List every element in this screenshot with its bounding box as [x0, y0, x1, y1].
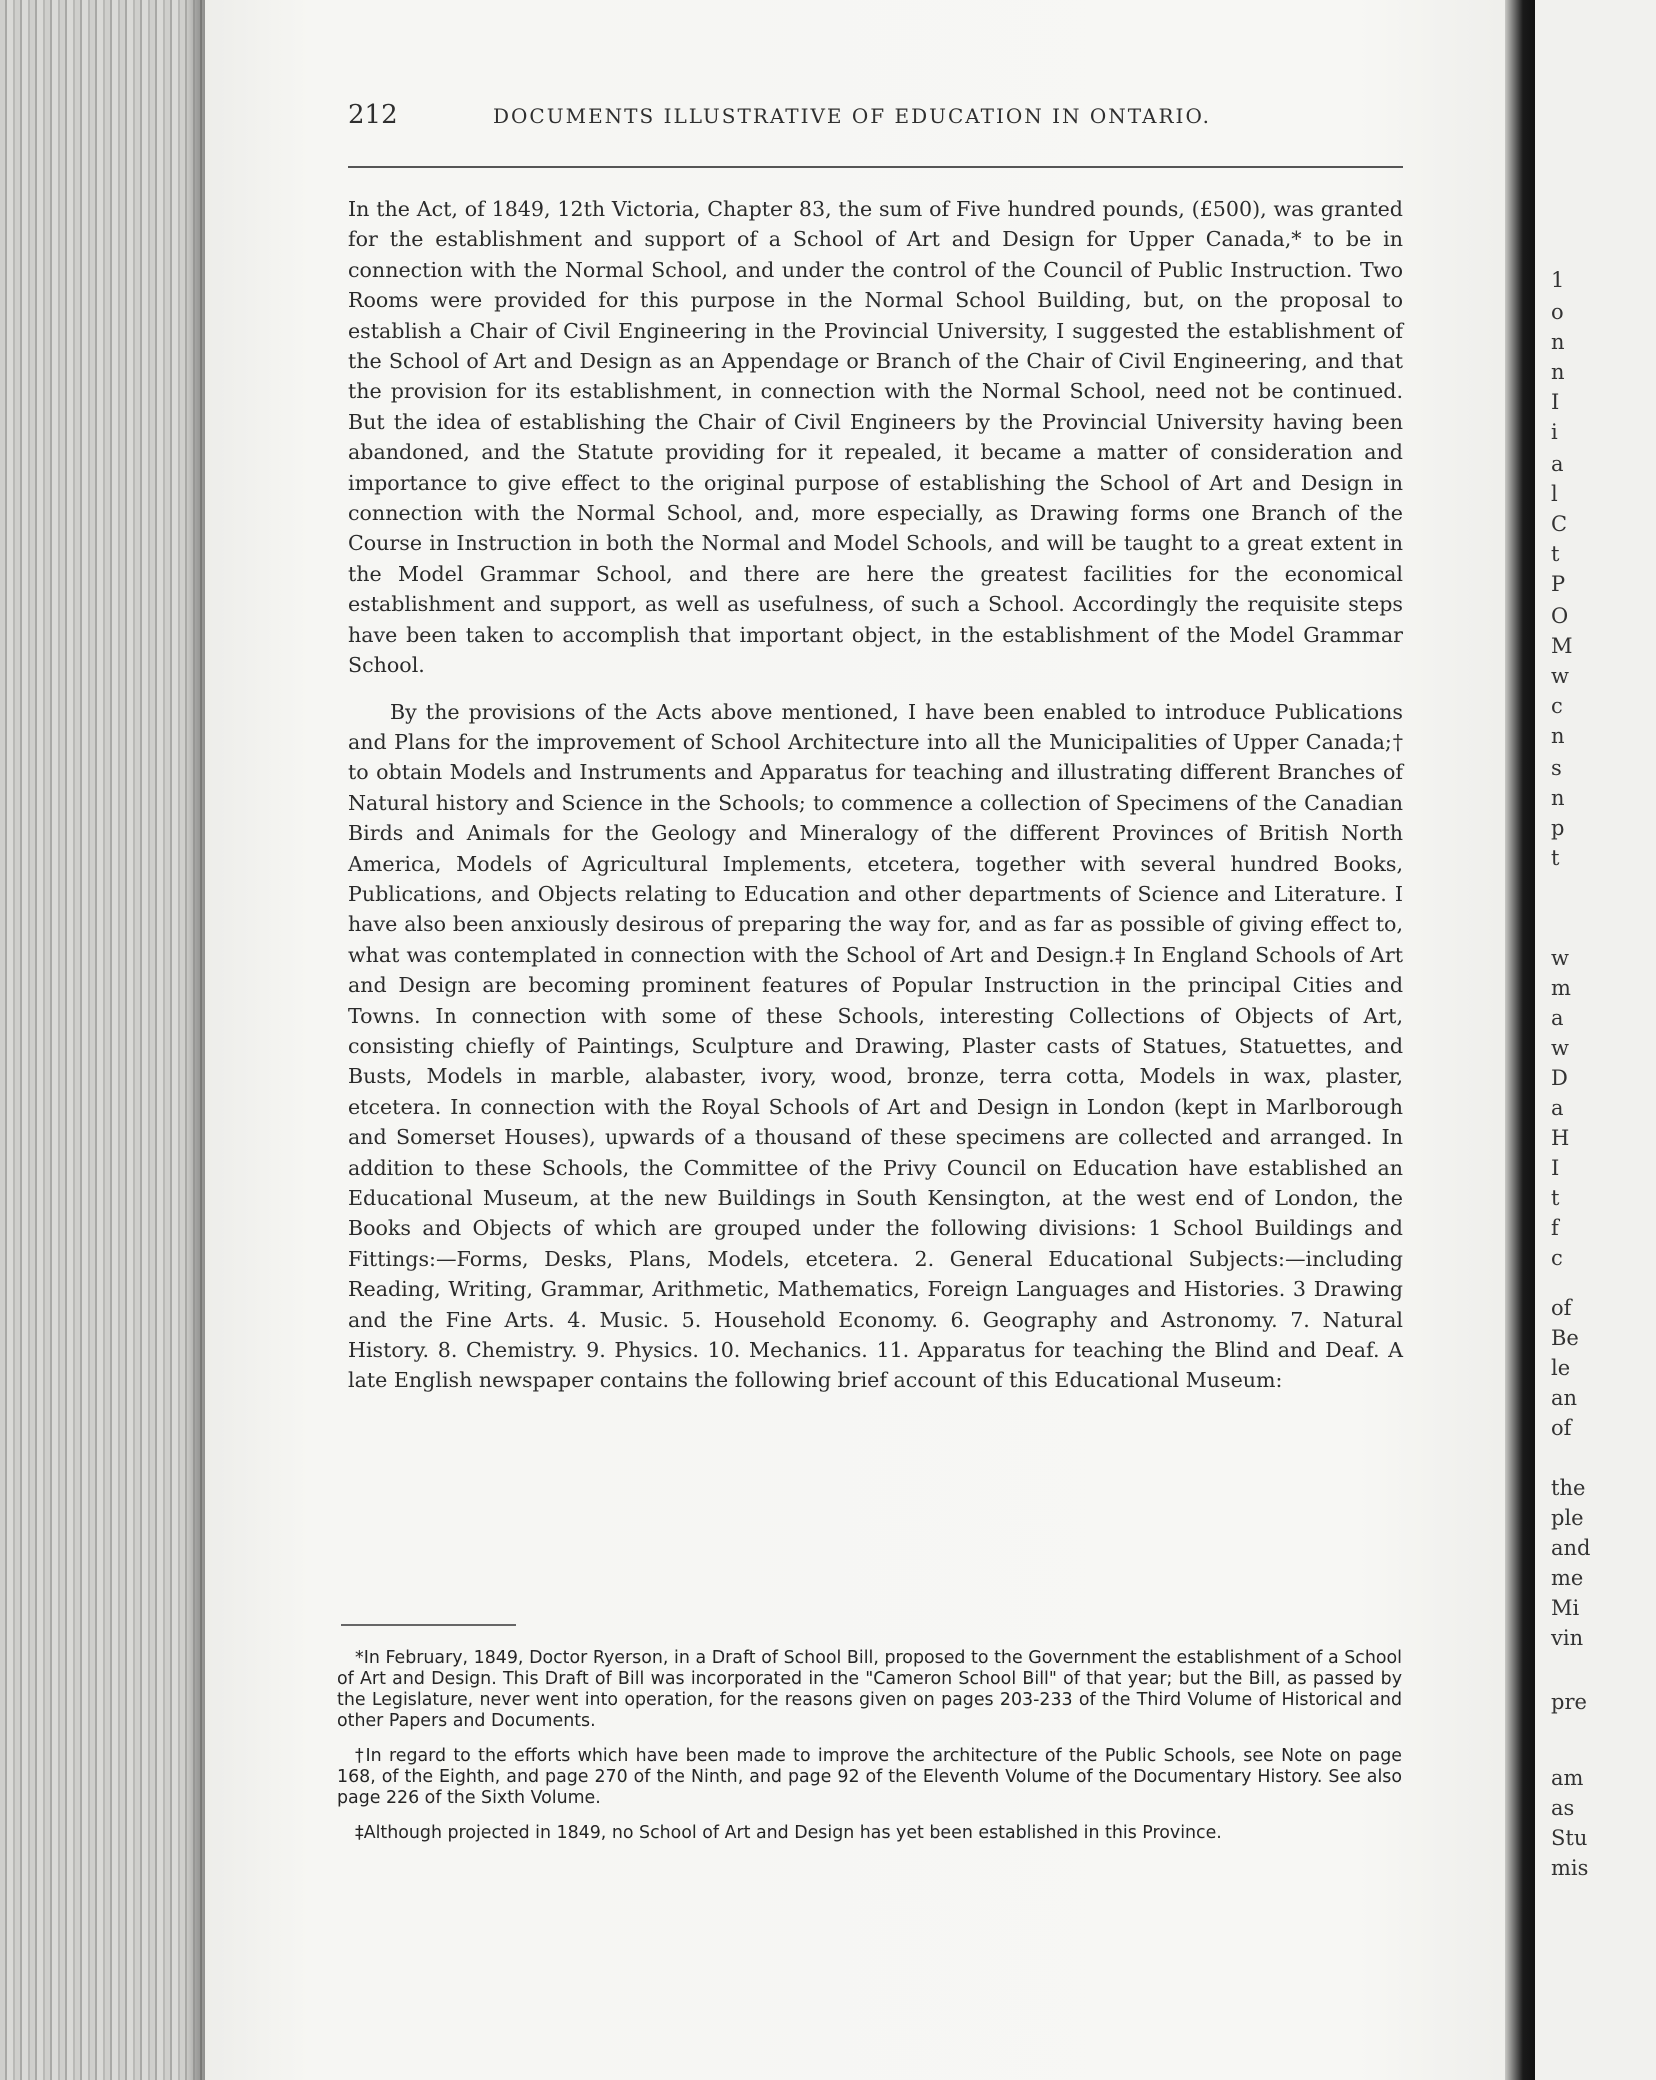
facing-page-fragment: t [1551, 542, 1560, 566]
facing-page-fragment: n [1551, 360, 1565, 384]
header-rule [348, 166, 1403, 168]
paragraph: In the Act, of 1849, 12th Victoria, Chapter 83, the sum of Five hundred pounds, (£500), was granted for the establishment and support of a School of Art and Design for Upper Canada,* to be in connection with the Normal School, and under the control of the Council of Public Instruction. Two Rooms were provided for this purpose in the Normal School Building, but, on the proposal to establish a Chair of Civil Engineering in the Provincial University, I suggested the establishment of the School of Art and Design as an Appendage or Branch of the Chair of Civil Engineering, and that the provision for its establishment, in connection with the Normal School, need not be continued. But the idea of establishing the Chair of Civil Engineers by the Provincial University having been abandoned, and the Statute providing for it repealed, it became a matter of consideration and importance to give effect to the original purpose of establishing the School of Art and Design in connection with the Normal School, and, more especially, as Drawing forms one Branch of the Course in Instruction in both the Normal and Model Schools, and will be taught to a great extent in the Model Grammar School, and there are here the greatest facilities for the economical establishment and support, as well as usefulness, of such a School. Accordingly the requisite steps have been taken to accomplish that important object, in the establishment of the Model Grammar School. [348, 197, 1403, 678]
facing-page-fragment: s [1551, 756, 1562, 780]
facing-page-fragment: as [1551, 1796, 1575, 1820]
facing-page-fragment: t [1551, 846, 1560, 870]
page-edges [0, 0, 205, 2080]
facing-page-fragment: le [1551, 1356, 1571, 1380]
facing-page-fragment: a [1551, 1096, 1564, 1120]
facing-page-fragment: an [1551, 1386, 1578, 1410]
footnote: †In regard to the efforts which have been made to improve the architecture of the Public Schools, see Note on page 168, of the Eighth, and page 270 of the Ninth, and page 92 of the Eleventh Volume of the Documentary History. See also page 226 of the Sixth Volume. [337, 1746, 1402, 1808]
facing-page-fragment: am [1551, 1766, 1584, 1790]
paragraph: By the provisions of the Acts above mentioned, I have been enabled to introduce Publications and Plans for the improvement of School Architecture into all the Municipalities of Upper Canada;† to obtain Models and Instruments and Apparatus for teaching and illustrating different Branches of Natural history and Science in the Schools; to commence a collection of Specimens of the Canadian Birds and Animals for the Geology and Mineralogy of the different Provinces of British North America, Models of Agricultural Implements, etcetera, together with several hundred Books, Publications, and Objects relating to Education and other departments of Science and Literature. I have also been anxiously desirous of preparing the way for, and as far as possible of giving effect to, what was contemplated in connection with the School of Art and Design.‡ In England Schools of Art and Design are becoming prominent features of Popular Instruction in the principal Cities and Towns. In connection with some of these Schools, interesting Collections of Objects of Art, consisting chiefly of Paintings, Sculpture and Drawing, Plaster casts of Statues, Statuettes, and Busts, Models in marble, alabaster, ivory, wood, bronze, terra cotta, Models in wax, plaster, etcetera. In connection with the Royal Schools of Art and Design in London (kept in Marlborough and Somerset Houses), upwards of a thousand of these specimens are collected and arranged. In addition to these Schools, the Committee of the Privy Council on Education have established an Educational Museum, at the new Buildings in South Kensington, at the west end of London, the Books and Objects of which are grouped under the following divisions: 1 School Buildings and Fittings:—Forms, Desks, Plans, Models, etcetera. 2. General Educational Subjects:—including Reading, Writing, Grammar, Arithmetic, Mathematics, Foreign Languages and Histories. 3 Drawing and the Fine Arts. 4. Music. 5. Household Economy. 6. Geography and Astronomy. 7. Natural History. 8. Chemistry. 9. Physics. 10. Mechanics. 11. Apparatus for teaching the Blind and Deaf. A late English newspaper contains the following brief account of this Educational Museum: [348, 699, 1403, 1393]
body-text [348, 194, 1403, 1412]
facing-page-fragment: M [1551, 634, 1573, 658]
facing-page-fragment: of [1551, 1416, 1572, 1440]
facing-page-fragment: mis [1551, 1856, 1589, 1880]
facing-page-fragment: m [1551, 976, 1571, 1000]
facing-page-fragment: i [1551, 420, 1558, 444]
running-title: DOCUMENTS ILLUSTRATIVE OF EDUCATION IN ONTARIO. [493, 104, 1212, 128]
facing-page-fragment: t [1551, 1186, 1560, 1210]
facing-page-fragment: w [1551, 1036, 1569, 1060]
footnote: ‡Although projected in 1849, no School of Art and Design has yet been established in this Province. [355, 1823, 1222, 1843]
facing-page-fragment: w [1551, 664, 1569, 688]
facing-page-fragment: p [1551, 816, 1565, 840]
facing-page-fragment: ple [1551, 1506, 1584, 1530]
footnote: *In February, 1849, Doctor Ryerson, in a Draft of School Bill, proposed to the Government the establishment of a School of Art and Design. This Draft of Bill was incorporated in the "Cameron School Bill" of that year; but the Bill, as passed by the Legislature, never went into operation, for the reasons given on pages 203-233 of the Third Volume of Historical and other Papers and Documents. [337, 1648, 1402, 1731]
facing-page-fragment: l [1551, 482, 1558, 506]
footnotes [337, 1648, 1402, 1858]
facing-page-fragment: the [1551, 1476, 1586, 1500]
facing-page-fragment: O [1551, 604, 1569, 628]
facing-page-fragment: w [1551, 946, 1569, 970]
facing-page-fragment: me [1551, 1566, 1584, 1590]
facing-page-fragment: 1 [1551, 268, 1565, 292]
facing-page-fragment: P [1551, 572, 1566, 596]
footnote-rule [341, 1624, 516, 1626]
facing-page-fragment: Be [1551, 1326, 1579, 1350]
facing-page-fragment: a [1551, 452, 1564, 476]
facing-page-fragment: D [1551, 1066, 1568, 1090]
facing-page-fragment: and [1551, 1536, 1591, 1560]
facing-page-fragment: o [1551, 300, 1564, 324]
page-header [348, 100, 1398, 140]
facing-page-fragment: vin [1551, 1626, 1584, 1650]
facing-page-fragment: n [1551, 330, 1565, 354]
facing-page-fragment: f [1551, 1216, 1559, 1240]
facing-page-fragment: Mi [1551, 1596, 1580, 1620]
facing-page-fragment: of [1551, 1296, 1572, 1320]
facing-page-edge [1535, 0, 1656, 2080]
facing-page-fragment: pre [1551, 1690, 1587, 1714]
facing-page-fragment: Stu [1551, 1826, 1588, 1850]
facing-page-fragment: c [1551, 694, 1563, 718]
facing-page-fragment: H [1551, 1126, 1570, 1150]
facing-page-fragment: C [1551, 512, 1568, 536]
facing-page-fragment: c [1551, 1246, 1563, 1270]
facing-page-fragment: I [1551, 390, 1560, 414]
facing-page-fragment: n [1551, 786, 1565, 810]
facing-page-fragment: a [1551, 1006, 1564, 1030]
book-gutter [1505, 0, 1535, 2080]
book-page [205, 0, 1515, 2080]
facing-page-fragment: I [1551, 1156, 1560, 1180]
facing-page-fragment: n [1551, 724, 1565, 748]
page-number: 212 [348, 100, 398, 130]
